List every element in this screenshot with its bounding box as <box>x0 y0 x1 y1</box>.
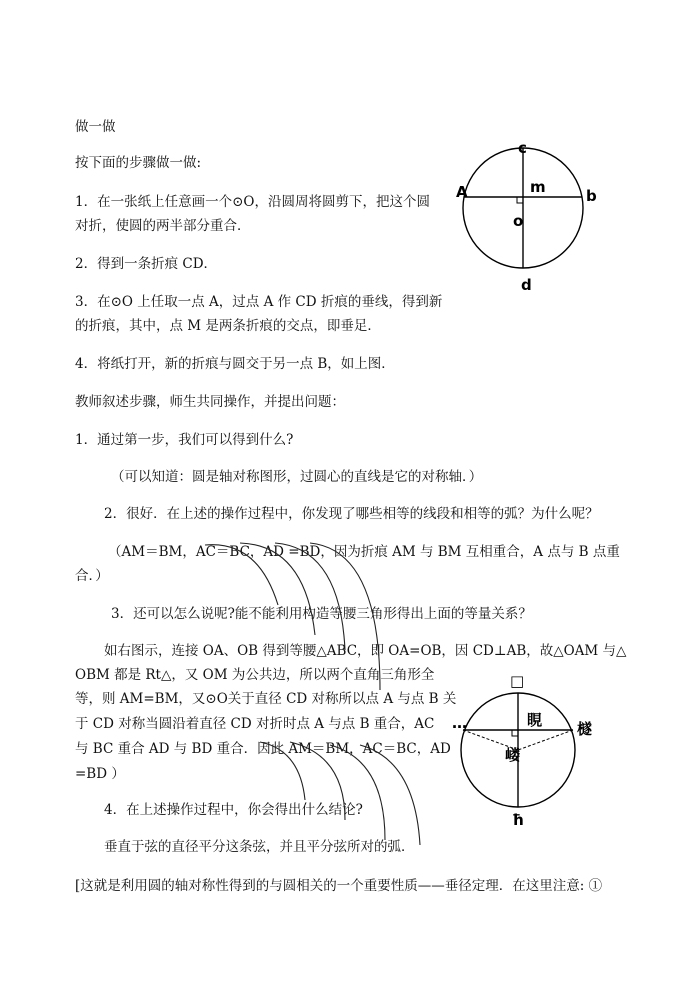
label-top: □ <box>510 672 525 690</box>
label-bottom: ħ <box>512 811 524 829</box>
paragraph-line: 1．在一张纸上任意画一个⊙O，沿圆周将圆剪下，把这个圆 <box>75 194 430 210</box>
label-A: A <box>456 183 468 201</box>
paragraph-line: 教师叙述步骤，师生共同操作，并提出问题： <box>75 394 345 410</box>
paragraph-line: 如右图示，连接 OA、OB 得到等腰△ABC，即 OA=OB，因 CD⊥AB，故△OAM 与△ <box>104 643 627 659</box>
label-m: 睍 <box>527 711 543 729</box>
paragraph-line: 对折，使圆的两半部分重合． <box>75 218 251 234</box>
paragraph-line: 4．将纸打开，新的折痕与圆交于另一点 B，如上图． <box>75 356 395 372</box>
paragraph-line: 1．通过第一步，我们可以得到什么? <box>75 432 294 448</box>
paragraph-line: =BD ） <box>75 766 125 782</box>
paragraph-line: 于 CD 对称当圆沿着直径 CD 对折时点 A 与点 B 重合，AC <box>75 716 435 732</box>
paragraph-line: 4．在上述操作过程中，你会得出什么结论? <box>104 802 363 818</box>
section-title: 做一做 <box>75 119 116 135</box>
label-o: o <box>513 212 524 230</box>
label-b: 檖 <box>577 720 593 738</box>
paragraph-line: 3．在⊙O 上任取一点 A，过点 A 作 CD 折痕的垂线，得到新 <box>75 294 443 310</box>
paragraph-line: 3．还可以怎么说呢?能不能利用构造等腰三角形得出上面的等量关系？ <box>111 606 532 622</box>
paragraph-line: 2．得到一条折痕 CD． <box>75 256 218 272</box>
paragraph-line: 合．） <box>75 568 109 584</box>
label-a: … <box>452 714 467 732</box>
circle-diagram-2 <box>450 670 610 830</box>
label-b: b <box>586 187 597 205</box>
paragraph-line: （AM＝BM，AC＝BC，AD =BD，因为折痕 AM 与 BM 互相重合，A 点与 B 点重 <box>108 544 620 560</box>
label-c: c <box>518 139 527 157</box>
paragraph-line: （可以知道：圆是轴对称图形，过圆心的直线是它的对称轴．） <box>111 469 483 485</box>
circle-diagram-1 <box>450 135 610 295</box>
label-o: 嵝 <box>505 746 521 764</box>
label-d: d <box>521 276 532 294</box>
paragraph-line: 与 BC 重合 AD 与 BD 重合．因此 AM＝BM，AC＝BC，AD <box>75 741 451 757</box>
paragraph-line: 等，则 AM=BM，又⊙O关于直径 CD 对称所以点 A 与点 B 关 <box>75 691 457 707</box>
paragraph-line: 的折痕，其中，点 M 是两条折痕的交点，即垂足． <box>75 318 381 334</box>
paragraph-line: 按下面的步骤做一做: <box>75 155 202 171</box>
paragraph-line: OBM 都是 Rt△，又 OM 为公共边，所以两个直角三角形全 <box>75 667 435 683</box>
paragraph-line: 2．很好．在上述的操作过程中，你发现了哪些相等的线段和相等的弧？为什么呢？ <box>104 506 599 522</box>
paragraph-line: 垂直于弦的直径平分这条弦，并且平分弦所对的弧． <box>104 839 415 855</box>
label-m: m <box>530 178 546 196</box>
paragraph-line: [这就是利用圆的轴对称性得到的与圆相关的一个重要性质——垂径定理．在这里注意: ① <box>75 878 603 894</box>
